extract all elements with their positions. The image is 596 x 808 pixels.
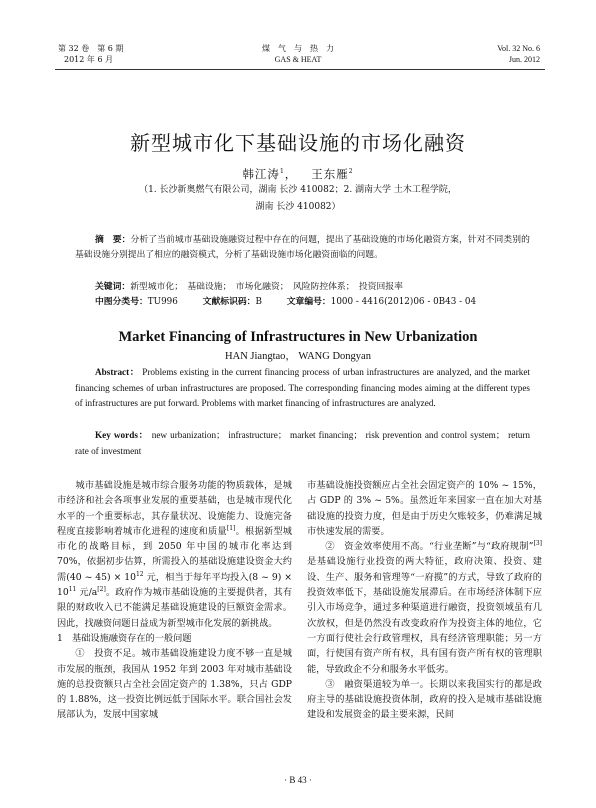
citation-2: [2] (97, 586, 106, 594)
abstract-en (75, 365, 530, 412)
paper-title-cn: 新型城市化下基础设施的市场化融资 (130, 131, 466, 155)
paragraph-investment-cont: 市基础设施投资额应占全社会固定资产的 10% ~ 15%，占 GDP 的 3% ~ 5%。虽然近年来国家一直在加大对基础设施的投资力度，但是由于历史欠账较多，仍难满足城市快速发展的需要。 (307, 480, 542, 537)
affiliation-cn-1: （1. 长沙新奥燃气有限公司，湖南 长沙 410082；2. 湖南大学 土木工程学院， (139, 185, 457, 195)
paragraph-efficiency (307, 539, 542, 677)
efficiency-text-2: 是基础设施行业投资的两大特征，政府决策、投资、建设、生产、服务和管理等“一府揽”的方式，导致了政府的投资效率低下，基础设施发展滞后。在市场经济体制下应引入市场竞争，通过多种渠道进行融资，投资领域虽有几次放权，但是仍然没有改变政府作为投资主体的地位，它一方面行使社会行政管理权，具有经济管理职能；另一方面，行使国有资产所有权，具有国有资产所有权的管理职能，导致政企不分和服务水平低劣。 (307, 556, 542, 675)
date-en: Jun. 2012 (508, 55, 540, 64)
author-2-sup: 2 (348, 168, 354, 176)
keywords-en-label: Key words： (95, 430, 149, 440)
header-rule (55, 69, 545, 70)
clc-value: TU996 (147, 297, 178, 307)
date-cn: 2012 年 6 月 (64, 55, 114, 64)
intro-text-4: 元/a (76, 587, 98, 599)
journal-volume-en (497, 43, 540, 65)
article-id-value: 1000 - 4416(2012)06 - 0B43 - 04 (330, 297, 477, 307)
keywords-cn (75, 280, 530, 295)
doc-code-value: B (255, 297, 262, 307)
citation-3: [3] (533, 540, 542, 548)
exponent-2: 11 (68, 586, 77, 594)
page-number: · B 43 · (284, 775, 312, 785)
abstract-en-label: Abstract： (95, 367, 140, 377)
affiliation-cn-2: 湖南 长沙 410082） (255, 202, 341, 212)
paragraph-channels: ③ 融资渠道较为单一。长期以来我国实行的都是政府主导的基础设施投资体制，政府的投入是城市基础设施建设和发展资金的最主要来源，民间 (307, 678, 542, 721)
doc-code-label: 文献标识码： (202, 297, 256, 307)
abstract-cn-label: 摘 要： (95, 235, 131, 245)
classification-line (75, 295, 530, 310)
volume-issue-en: Vol. 32 No. 6 (497, 44, 540, 53)
intro-text-2: 。根据新型城市化的战略目标，到 2050 年中国的城市化率达到 70%，依据初步估算，所需投入的基础设施建设资金大约需(40 ~ 45) × 10 (57, 525, 292, 583)
body-right-column (307, 478, 542, 723)
intro-text-3: 元，相当于每年平均投入(8 ~ 9) × 10 (57, 571, 292, 599)
abstract-cn-text: 分析了当前城市基础设施融资过程中存在的问题，提出了基础设施的市场化融资方案，针对不同类别的基础设施分别提出了相应的融资模式，分析了基础设施市场化融资面临的问题。 (75, 235, 530, 260)
volume-issue-cn: 第 32 卷 第 6 期 (58, 44, 124, 53)
exponent-1: 12 (135, 570, 144, 578)
author-sep: ， (284, 167, 298, 181)
body-left-column (57, 478, 292, 723)
abstract-en-text: Problems existing in the current financing process of urban infrastructures are analyzed, and the market financing schemes of urban infrastructures are proposed. The corresponding financing modes aiming at the different types of infrastructures are put forward. Problems with market financing of infrastructures are analyzed. (75, 367, 530, 408)
section-heading-1: 1 基础设施融资存在的一般问题 (57, 632, 192, 644)
keywords-en-text: new urbanization； infrastructure； market financing； risk prevention and control system； return rate of investment (75, 430, 531, 456)
author-2: 王东雁 (311, 167, 349, 181)
authors-en: HAN Jiangtao， WANG Dongyan (225, 351, 371, 362)
intro-text-1: 城市基础设施是城市综合服务功能的物质载体，是城市经济和社会各项事业发展的重要基础，也是城市现代化水平的一个重要标志，其存量状况、设施能力、设施完备程度直接影响着城市化进程的速度和质量 (57, 480, 292, 537)
intro-text-5: 。政府作为城市基础设施的主要提供者，其有限的财政收入已不能满足基础设施建设的巨额资金需求。因此，找融资问题日益成为新型城市化发展的新挑战。 (57, 587, 293, 629)
article-id-label: 文章编号： (286, 297, 331, 307)
efficiency-text-1: ② 资金效率使用不高。“行业垄断”与“政府规制” (325, 541, 534, 553)
paragraph-intro (57, 478, 292, 631)
citation-1: [1] (226, 524, 236, 532)
keywords-en (75, 428, 530, 459)
author-1-sup: 1 (279, 168, 285, 176)
clc-label: 中图分类号： (95, 297, 148, 307)
keywords-cn-text: 新型城市化； 基础设施； 市场化融资； 风险防控体系； 投资回报率 (130, 282, 403, 292)
journal-name-cn: 煤 气 与 热 力 (262, 44, 334, 53)
authors-cn (0, 166, 596, 182)
journal-name-en: GAS & HEAT (274, 55, 322, 64)
paper-title-en: Market Financing of Infrastructures in New Urbanization (118, 329, 478, 345)
abstract-cn (75, 233, 530, 263)
author-1: 韩江涛 (242, 167, 280, 181)
paragraph-investment: ① 投资不足。城市基础设施建设力度不够一直是城市发展的瓶颈，我国从 1952 年到 2003 年对城市基础设施的总投资额只占全社会固定资产的 1.38%，只占 GDP 的 1.88%，这一投资比例远低于国际水平。联合国社会发展部认为，发展中国家城 (57, 648, 292, 721)
keywords-cn-label: 关键词： (95, 282, 131, 292)
